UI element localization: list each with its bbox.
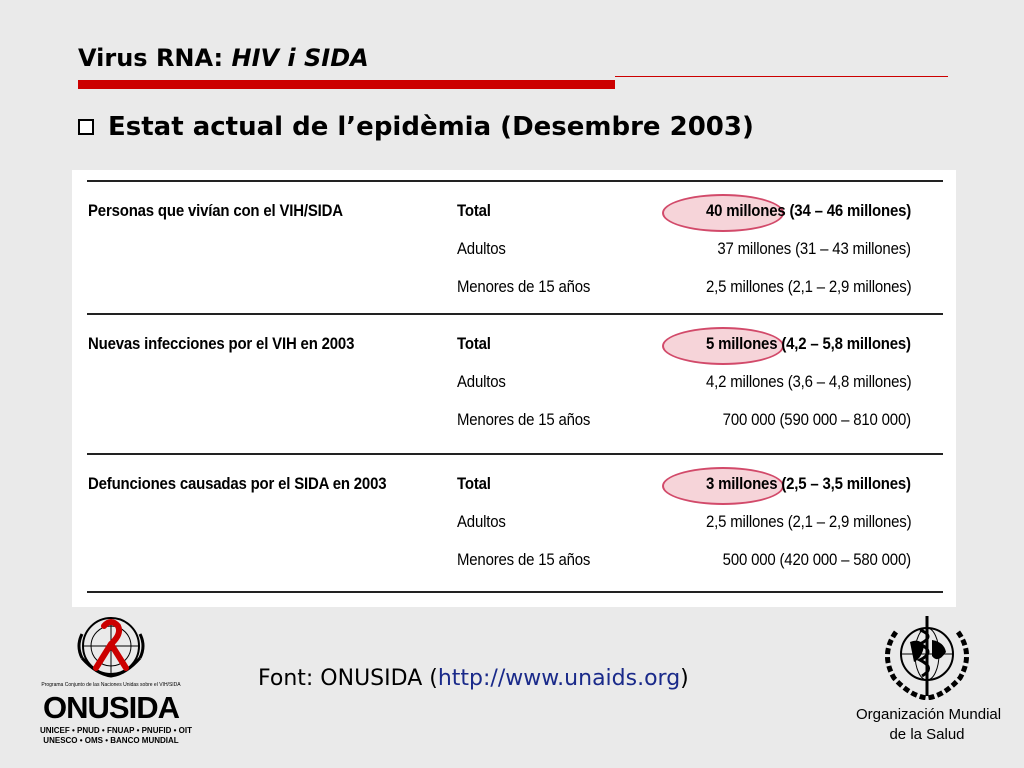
row-label: Menores de 15 años — [457, 410, 591, 429]
row-label: Menores de 15 años — [457, 277, 591, 296]
table-divider — [87, 453, 943, 455]
onusida-emblem-icon — [40, 612, 182, 682]
row-value: 2,5 millones (2,1 – 2,9 millones) — [705, 277, 911, 296]
row-value: 3 millones (2,5 – 3,5 millones) — [706, 474, 911, 493]
oms-logo — [856, 612, 1002, 752]
row-value: 5 millones (4,2 – 5,8 millones) — [706, 334, 911, 353]
title-prefix: Virus RNA: — [78, 44, 232, 72]
source-link[interactable]: http://www.unaids.org — [437, 666, 681, 691]
table-divider — [87, 591, 943, 593]
row-value: 2,5 millones (2,1 – 2,9 millones) — [705, 512, 911, 531]
onusida-line1: UNICEF • PNUD • FNUAP • PNUFID • OIT — [40, 726, 192, 735]
group-heading: Nuevas infecciones por el VIH en 2003 — [88, 334, 355, 353]
who-emblem-icon — [862, 612, 992, 700]
row-label: Menores de 15 años — [457, 550, 591, 569]
group-heading: Defunciones causadas por el SIDA en 2003 — [88, 474, 387, 493]
onusida-logo — [40, 612, 192, 752]
square-bullet-icon — [78, 119, 94, 135]
row-label: Adultos — [457, 512, 506, 531]
row-value: 37 millones (31 – 43 millones) — [717, 239, 911, 258]
onusida-name: ONUSIDA — [43, 690, 179, 725]
row-value: 700 000 (590 000 – 810 000) — [722, 410, 911, 429]
slide-title — [78, 44, 369, 72]
title-underline-bar — [78, 80, 615, 89]
row-label: Total — [457, 474, 491, 493]
table-divider — [87, 313, 943, 315]
bullet-text: Estat actual de l’epidèmia (Desembre 2003) — [108, 112, 754, 142]
oms-line1: Organización Mundial — [856, 706, 1002, 723]
source-prefix: Font: ONUSIDA ( — [258, 666, 438, 691]
row-label: Adultos — [457, 372, 506, 391]
epidemic-table — [72, 170, 956, 607]
row-label: Total — [457, 334, 491, 353]
title-italic: HIV i SIDA — [231, 44, 369, 72]
oms-line2: de la Salud — [889, 726, 965, 743]
group-heading: Personas que vivían con el VIH/SIDA — [88, 201, 343, 220]
source-suffix: ) — [680, 666, 689, 691]
bullet-item — [78, 112, 754, 142]
row-value: 4,2 millones (3,6 – 4,8 millones) — [705, 372, 911, 391]
source-citation — [258, 666, 689, 691]
row-label: Total — [457, 201, 491, 220]
onusida-small-text: Programa Conjunto de las Naciones Unidas sobre el VIH/SIDA — [41, 682, 181, 688]
table-divider — [87, 180, 943, 182]
onusida-line2: UNESCO • OMS • BANCO MUNDIAL — [43, 736, 179, 745]
row-value: 500 000 (420 000 – 580 000) — [722, 550, 911, 569]
title-underline-thin — [615, 76, 948, 77]
row-label: Adultos — [457, 239, 506, 258]
row-value: 40 millones (34 – 46 millones) — [705, 201, 911, 220]
